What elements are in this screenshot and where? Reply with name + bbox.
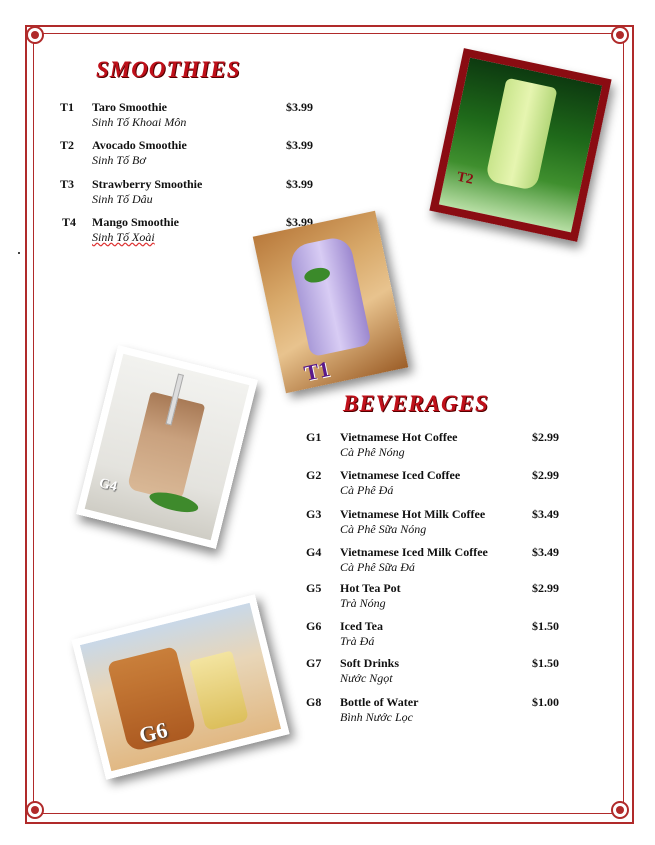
photo-label: G6 [136, 716, 170, 748]
corner-ornament-icon [611, 26, 629, 44]
item-code: G5 [306, 581, 322, 595]
item-price: $2.99 [532, 468, 559, 482]
menu-item [0, 619, 655, 651]
menu-item [0, 468, 655, 500]
item-name: Vietnamese Iced Milk Coffee [340, 545, 488, 559]
item-code: T3 [60, 177, 75, 191]
item-vietnamese-name: Trà Đá [340, 634, 375, 648]
item-vietnamese-name: Cà Phê Sữa Đá [340, 560, 415, 574]
item-name: Avocado Smoothie [92, 138, 187, 152]
corner-ornament-icon [611, 801, 629, 819]
item-code: G1 [306, 430, 322, 444]
item-code: G2 [306, 468, 322, 482]
menu-item [0, 581, 655, 613]
item-price: $1.00 [532, 695, 559, 709]
item-name: Soft Drinks [340, 656, 400, 670]
item-vietnamese-name: Cà Phê Đá [340, 483, 394, 497]
item-vietnamese-name: Sinh Tố Bơ [92, 153, 146, 167]
glass-shape [288, 235, 372, 357]
item-price: $1.50 [532, 619, 559, 633]
item-name: Vietnamese Iced Coffee [340, 468, 461, 482]
item-code: G7 [306, 656, 322, 670]
item-price: $3.49 [532, 507, 559, 521]
item-price: $3.99 [286, 100, 313, 114]
item-vietnamese-name: Sinh Tố Dâu [92, 192, 153, 206]
menu-item [0, 656, 655, 688]
item-name: Taro Smoothie [92, 100, 168, 114]
item-vietnamese-name: Cà Phê Nóng [340, 445, 405, 459]
corner-ornament-icon [26, 801, 44, 819]
menu-item [0, 507, 655, 539]
item-name: Vietnamese Hot Coffee [340, 430, 458, 444]
photo-label: T1 [301, 355, 333, 386]
item-code: T1 [60, 100, 75, 114]
menu-item [0, 430, 655, 462]
menu-item [0, 695, 655, 727]
item-price: $2.99 [532, 430, 559, 444]
item-price: $3.49 [532, 545, 559, 559]
item-name: Mango Smoothie [92, 215, 179, 229]
item-name: Hot Tea Pot [340, 581, 401, 595]
item-code: G6 [306, 619, 322, 633]
item-price: $3.99 [286, 215, 313, 229]
item-name: Strawberry Smoothie [92, 177, 203, 191]
smoothies-heading: SMOOTHIES [96, 57, 241, 82]
corner-ornament-icon [26, 26, 44, 44]
item-name: Bottle of Water [340, 695, 419, 709]
item-vietnamese-name: Nước Ngọt [340, 671, 393, 685]
item-price: $3.99 [286, 177, 313, 191]
glass-shape [485, 78, 558, 192]
item-vietnamese-name: Sinh Tố Xoài [92, 230, 155, 244]
photo-label: T2 [455, 169, 475, 188]
menu-item [0, 545, 655, 577]
item-code: G4 [306, 545, 322, 559]
item-name: Vietnamese Hot Milk Coffee [340, 507, 486, 521]
item-vietnamese-name: Sinh Tố Khoai Môn [92, 115, 187, 129]
item-price: $2.99 [532, 581, 559, 595]
item-code: T4 [62, 215, 77, 229]
item-code: G3 [306, 507, 322, 521]
item-vietnamese-name: Cà Phê Sữa Nóng [340, 522, 427, 536]
item-code: G8 [306, 695, 322, 709]
item-vietnamese-name: Trà Nóng [340, 596, 386, 610]
item-vietnamese-name: Bình Nước Lọc [340, 710, 413, 724]
item-price: $1.50 [532, 656, 559, 670]
photo-label: G4 [97, 475, 119, 495]
stray-dot [18, 252, 20, 254]
item-price: $3.99 [286, 138, 313, 152]
beverages-heading: BEVERAGES [343, 391, 489, 416]
item-code: T2 [60, 138, 75, 152]
item-name: Iced Tea [340, 619, 384, 633]
